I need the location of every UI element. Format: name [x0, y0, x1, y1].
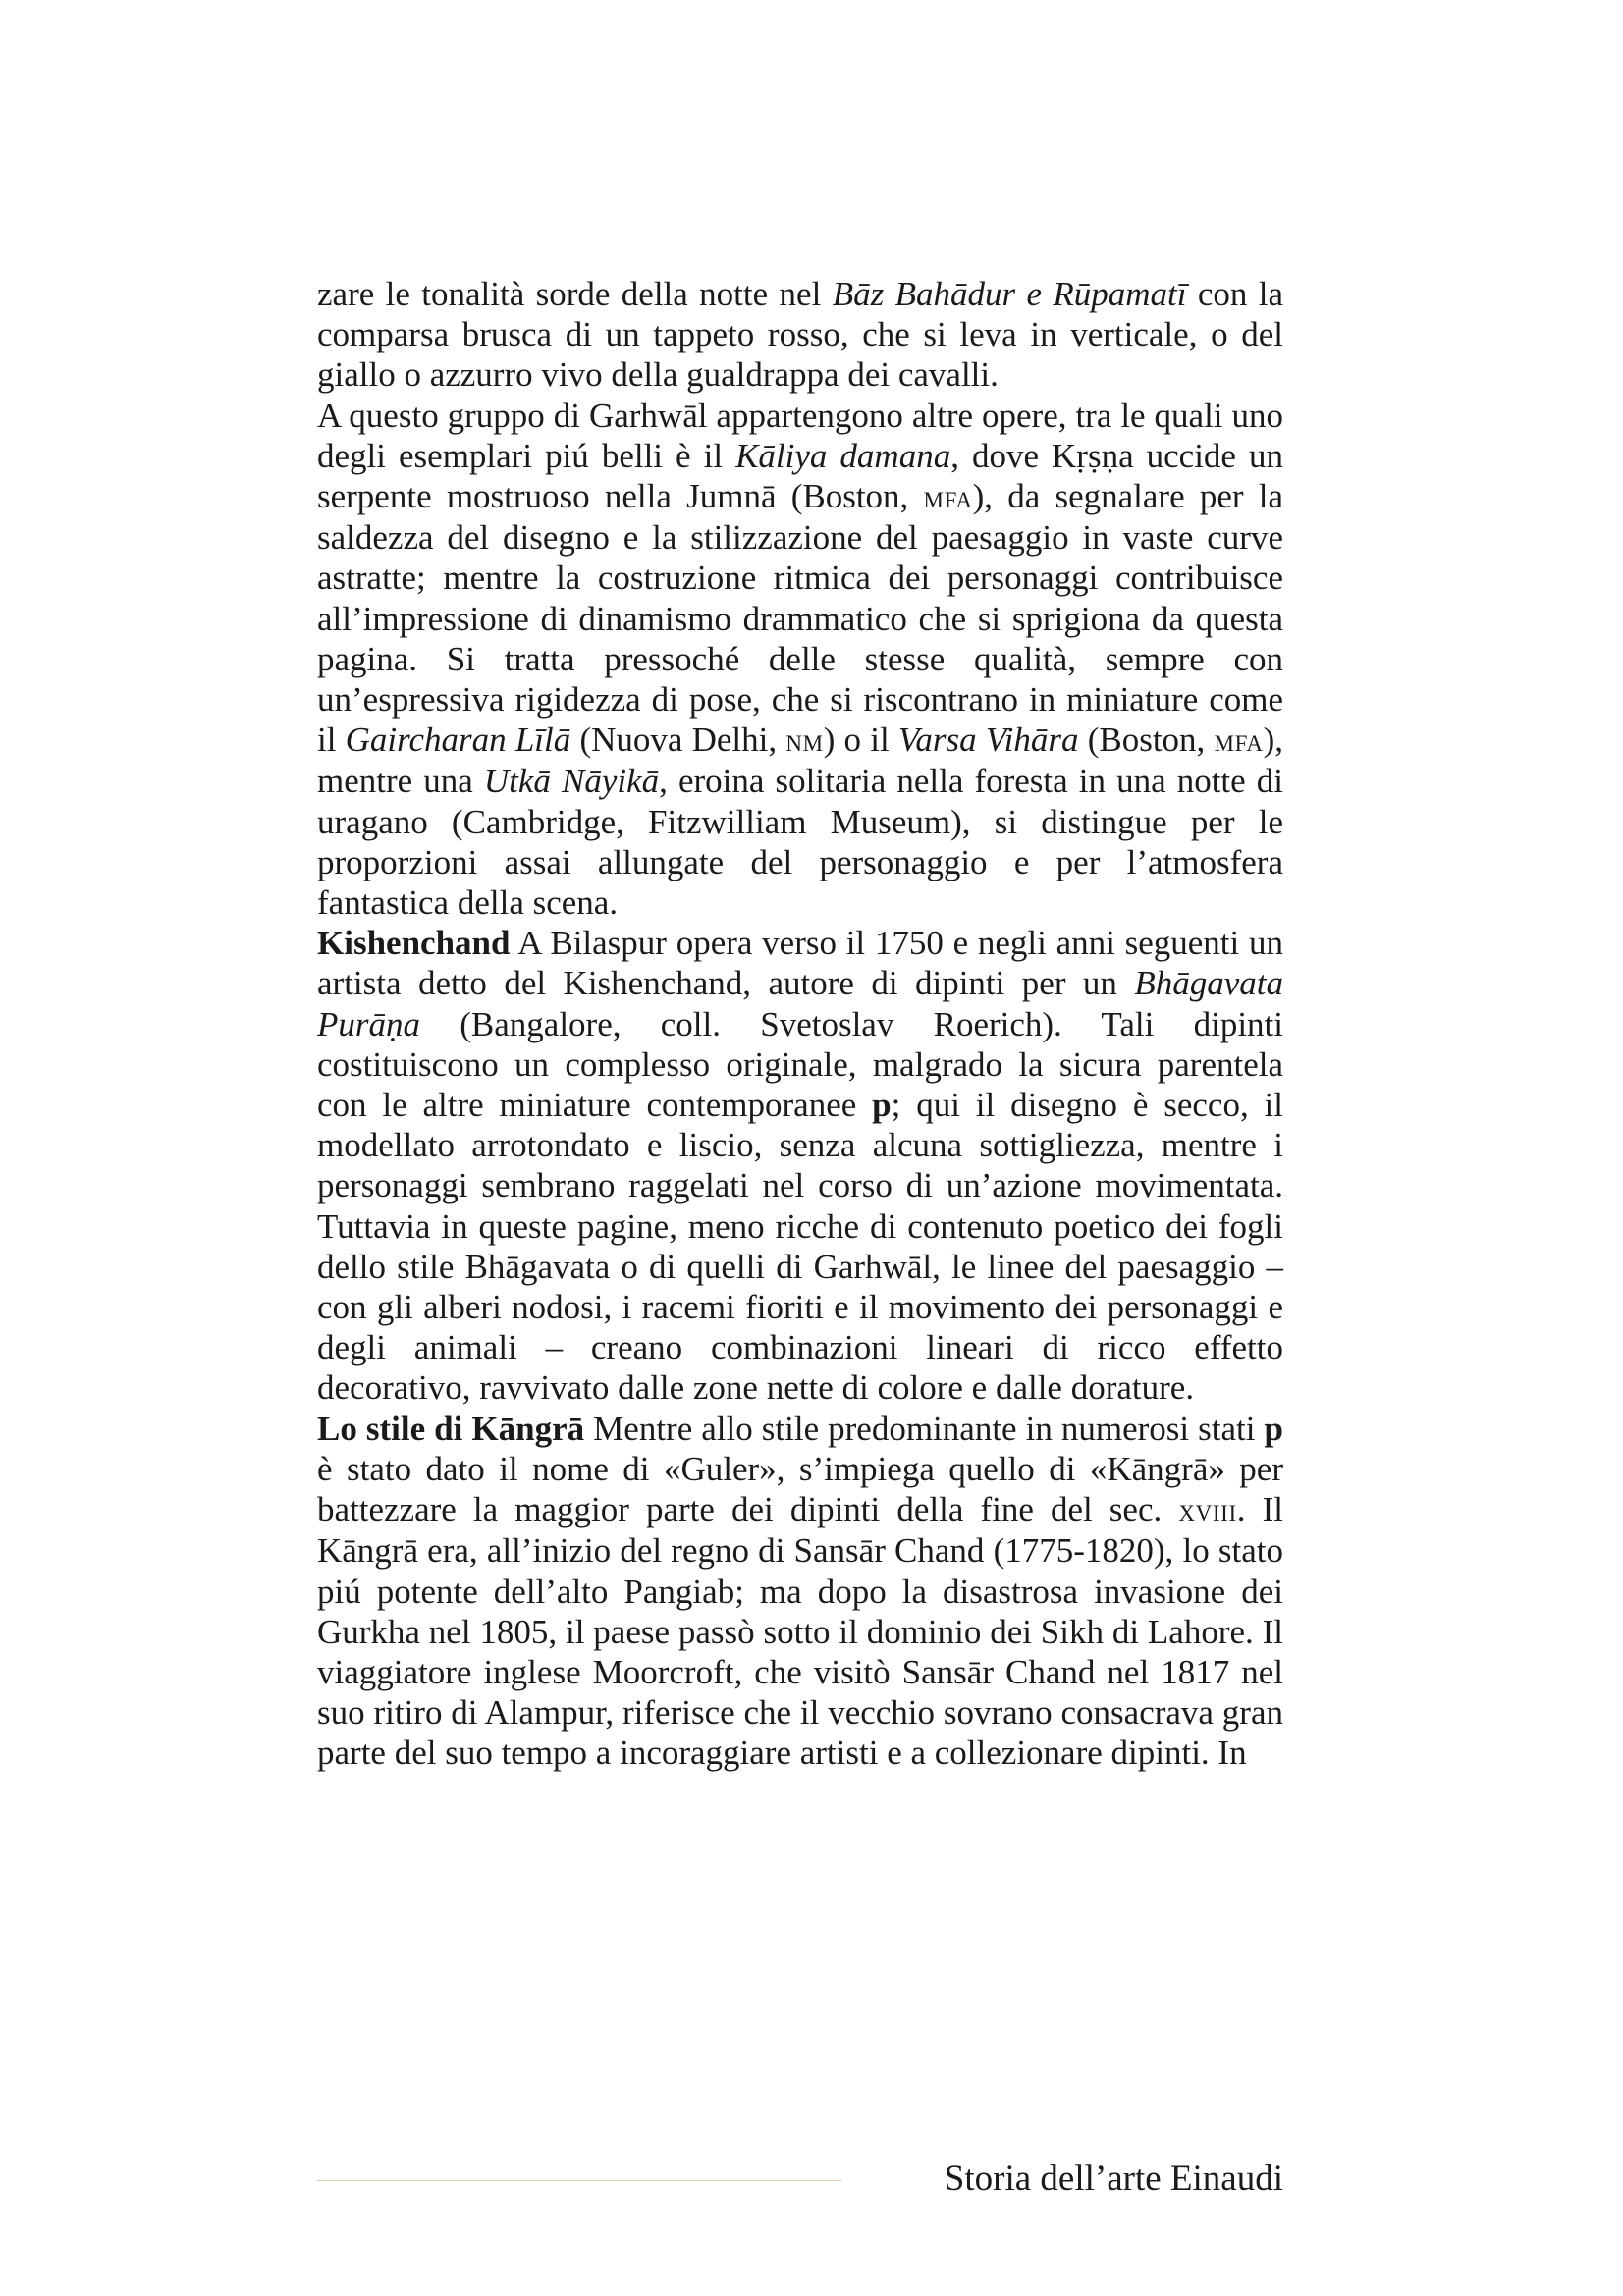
museum-abbrev: nm [785, 722, 824, 759]
paragraph-2 [317, 396, 1283, 924]
artwork-title: Gaircharan Līlā [345, 721, 571, 760]
museum-abbrev: mfa [1214, 722, 1264, 759]
text-run: è stato dato il nome di «Guler», s’impiega quello di «Kāngrā» per battezzare la maggior parte dei dipinti della fine del sec. [317, 1449, 1283, 1529]
century-numeral: xviii [1178, 1492, 1237, 1528]
text-run: ) o il [823, 721, 898, 760]
text-run: (Nuova Delhi, [570, 721, 786, 760]
text-run: ), da segnalare per la saldezza del disegno e la stilizzazione del paesaggio in vaste curve astratte; mentre la costruzione ritmica dei personaggi contribuisce all’impressione di dinamismo drammatico che si sprigiona da questa pagina. Si tratta pressoché delle stesse qualità, sempre con un’espressiva rigidezza di pose, che si riscontrano in miniature come il [317, 477, 1283, 760]
section-heading: Kishenchand [317, 924, 511, 963]
body-text [317, 274, 1283, 1774]
paragraph-4 [317, 1409, 1283, 1774]
text-run: , dove Kṛṣṇa uccide un serpente mostruoso nella Jumnā (Boston, [317, 436, 1283, 516]
artwork-title: Utkā Nāyikā [483, 762, 660, 801]
text-run: , eroina solitaria nella foresta in una notte di uragano (Cambridge, Fitzwilliam Museum), si distingue per le proporzioni assai allungate del personaggio e per l’atmosfera fantastica della scena. [317, 762, 1283, 923]
text-run: ; qui il disegno è secco, il modellato arrotondato e liscio, senza alcuna sottigliezza, mentre i personaggi sembrano raggelati nel corso di un’azione movimentata. Tuttavia in queste pagine, meno ricche di contenuto poetico dei fogli dello stile Bhāgavata o di quelli di Garhwāl, le linee del paesaggio – con gli alberi nodosi, i racemi fioriti e il movimento dei personaggi e degli animali – creano combinazioni lineari di ricco effetto decorativo, ravvivato dalle zone nette di colore e dalle dorature. [317, 1086, 1283, 1408]
cross-reference-marker: p [872, 1086, 892, 1125]
text-run: A Bilaspur opera verso il 1750 e negli anni seguenti un artista detto del Kishenchand, autore di dipinti per un [317, 924, 1283, 1003]
text-run: ), mentre una [317, 721, 1283, 801]
cross-reference-marker: p [1264, 1409, 1283, 1448]
text-run: Mentre allo stile predominante in numerosi stati [584, 1409, 1265, 1448]
text-run: A questo gruppo di Garhwāl appartengono altre opere, tra le quali uno degli esemplari piú belli è il [317, 396, 1283, 475]
section-heading: Lo stile di Kāngrā [317, 1409, 585, 1448]
text-run: con la comparsa brusca di un tappeto rosso, che si leva in verticale, o del giallo o azzurro vivo della gualdrappa dei cavalli. [317, 275, 1283, 395]
artwork-title: Bhāgavata Purāṇa [317, 964, 1283, 1043]
text-run: zare le tonalità sorde della notte nel [317, 275, 833, 313]
footer-title: Storia dell’arte Einaudi [944, 2159, 1283, 2199]
paragraph-3 [317, 923, 1283, 1408]
museum-abbrev: mfa [923, 479, 973, 515]
paragraph-1 [317, 274, 1283, 396]
artwork-title: Kāliya damana [735, 436, 951, 475]
text-run: . Il Kāngrā era, all’inizio del regno di Sansār Chand (1775-1820), lo stato piú potente dell’alto Pangiab; ma dopo la disastrosa invasione dei Gurkha nel 1805, il paese passò sotto il dominio dei Sikh di Lahore. Il viaggiatore inglese Moorcroft, che visitò Sansār Chand nel 1817 nel suo ritiro di Alampur, riferisce che il vecchio sovrano consacrava gran parte del suo tempo a incoraggiare artisti e a collezionare dipinti. In [317, 1490, 1283, 1773]
footer-rule [317, 2180, 842, 2181]
text-run: (Boston, [1078, 721, 1215, 760]
text-run: (Bangalore, coll. Svetoslav Roerich). Tali dipinti costituiscono un complesso originale, malgrado la sicura parentela con le altre miniature contemporanee [317, 1004, 1283, 1125]
artwork-title: Bāz Bahādur e Rūpamatī [832, 275, 1187, 313]
artwork-title: Varsa Vihāra [897, 721, 1079, 760]
